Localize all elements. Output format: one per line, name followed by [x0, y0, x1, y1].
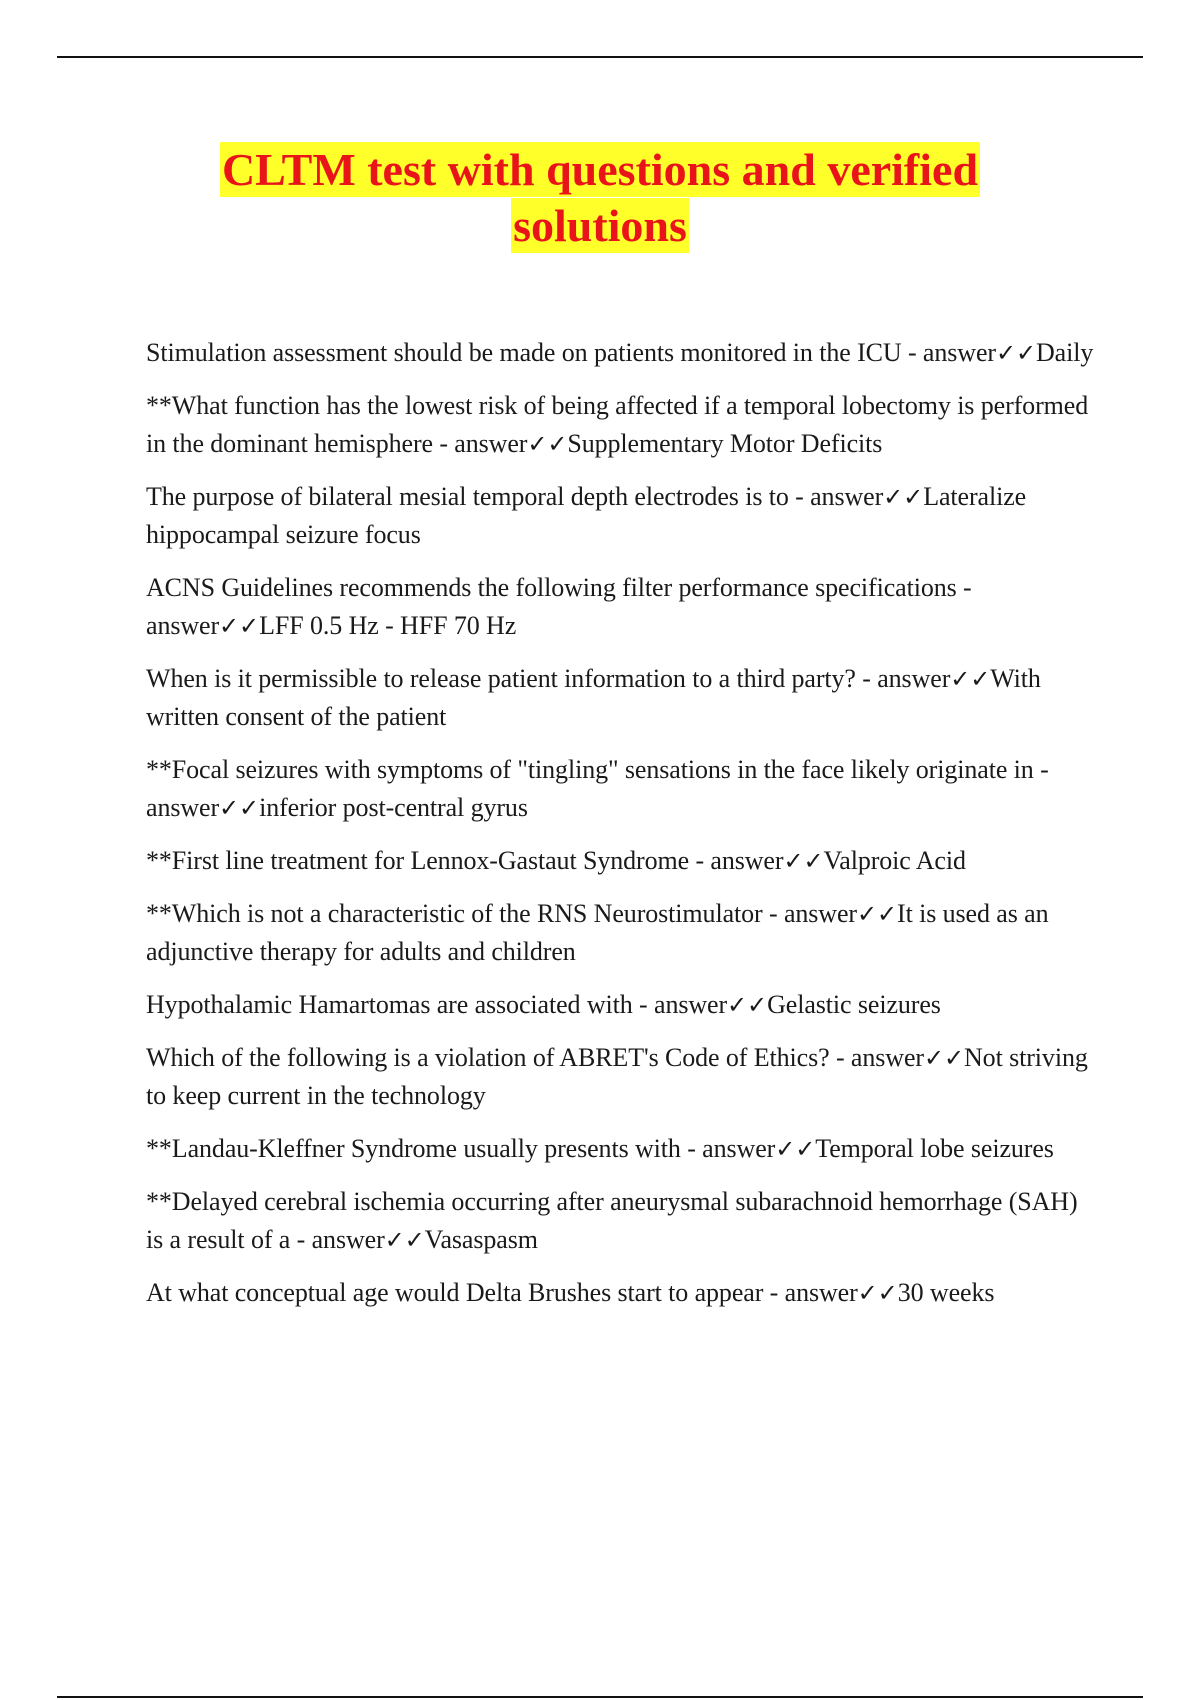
answer-text: With written consent of the patient [146, 664, 1041, 731]
document-title [0, 142, 1200, 254]
qa-list [146, 334, 1096, 1327]
question-text: **What function has the lowest risk of being affected if a temporal lobectomy is performed in the dominant hemisphere - answer [146, 391, 1089, 458]
answer-text: Daily [1036, 338, 1094, 367]
answer-text: Lateralize hippocampal seizure focus [146, 482, 1027, 549]
double-check-icon: ✓✓ [219, 794, 260, 822]
question-text: **Which is not a characteristic of the RNS Neurostimulator - answer [146, 899, 857, 928]
qa-item [146, 895, 1096, 971]
double-check-icon: ✓✓ [923, 1044, 964, 1072]
double-check-icon: ✓✓ [857, 1279, 898, 1307]
title-line-2: solutions [513, 200, 687, 251]
question-text: **First line treatment for Lennox-Gastaut Syndrome - answer [146, 846, 784, 875]
qa-item [146, 1274, 1096, 1312]
double-check-icon: ✓✓ [950, 665, 991, 693]
answer-text: inferior post-central gyrus [259, 793, 528, 822]
qa-item [146, 334, 1096, 372]
double-check-icon: ✓✓ [727, 991, 768, 1019]
answer-text: Valproic Acid [823, 846, 966, 875]
qa-item [146, 986, 1096, 1024]
question-text: **Focal seizures with symptoms of "tingling" sensations in the face likely originate in - answer [146, 755, 1049, 822]
question-text: Which of the following is a violation of ABRET's Code of Ethics? - answer [146, 1043, 924, 1072]
answer-text: Supplementary Motor Deficits [567, 429, 883, 458]
qa-item [146, 1183, 1096, 1259]
answer-text: It is used as an adjunctive therapy for adults and children [146, 899, 1049, 966]
double-check-icon: ✓✓ [527, 430, 568, 458]
bottom-rule [57, 1696, 1143, 1698]
double-check-icon: ✓✓ [219, 612, 260, 640]
qa-item [146, 387, 1096, 463]
answer-text: LFF 0.5 Hz - HFF 70 Hz [259, 611, 517, 640]
double-check-icon: ✓✓ [783, 847, 824, 875]
double-check-icon: ✓✓ [384, 1226, 425, 1254]
qa-item [146, 842, 1096, 880]
qa-item [146, 1039, 1096, 1115]
answer-text: Vasaspasm [424, 1225, 538, 1254]
double-check-icon: ✓✓ [775, 1135, 816, 1163]
title-line-1: CLTM test with questions and verified [221, 144, 979, 195]
question-text: **Landau-Kleffner Syndrome usually presents with - answer [146, 1134, 776, 1163]
question-text: **Delayed cerebral ischemia occurring after aneurysmal subarachnoid hemorrhage (SAH) is a result of a - answer [146, 1187, 1078, 1254]
question-text: Hypothalamic Hamartomas are associated with - answer [146, 990, 728, 1019]
double-check-icon: ✓✓ [995, 339, 1036, 367]
question-text: When is it permissible to release patient information to a third party? - answer [146, 664, 951, 693]
answer-text: Gelastic seizures [767, 990, 941, 1019]
question-text: The purpose of bilateral mesial temporal depth electrodes is to - answer [146, 482, 884, 511]
answer-text: Not striving to keep current in the technology [146, 1043, 1088, 1110]
question-text: At what conceptual age would Delta Brushes start to appear - answer [146, 1278, 858, 1307]
qa-item [146, 569, 1096, 645]
question-text: ACNS Guidelines recommends the following filter performance specifications - answer [146, 573, 972, 640]
qa-item [146, 751, 1096, 827]
question-text: Stimulation assessment should be made on patients monitored in the ICU - answer [146, 338, 996, 367]
double-check-icon: ✓✓ [856, 900, 898, 928]
answer-text: Temporal lobe seizures [815, 1134, 1054, 1163]
qa-item [146, 660, 1096, 736]
qa-item [146, 1130, 1096, 1168]
double-check-icon: ✓✓ [883, 483, 924, 511]
qa-item [146, 478, 1096, 554]
top-rule [57, 56, 1143, 58]
answer-text: 30 weeks [897, 1278, 995, 1307]
